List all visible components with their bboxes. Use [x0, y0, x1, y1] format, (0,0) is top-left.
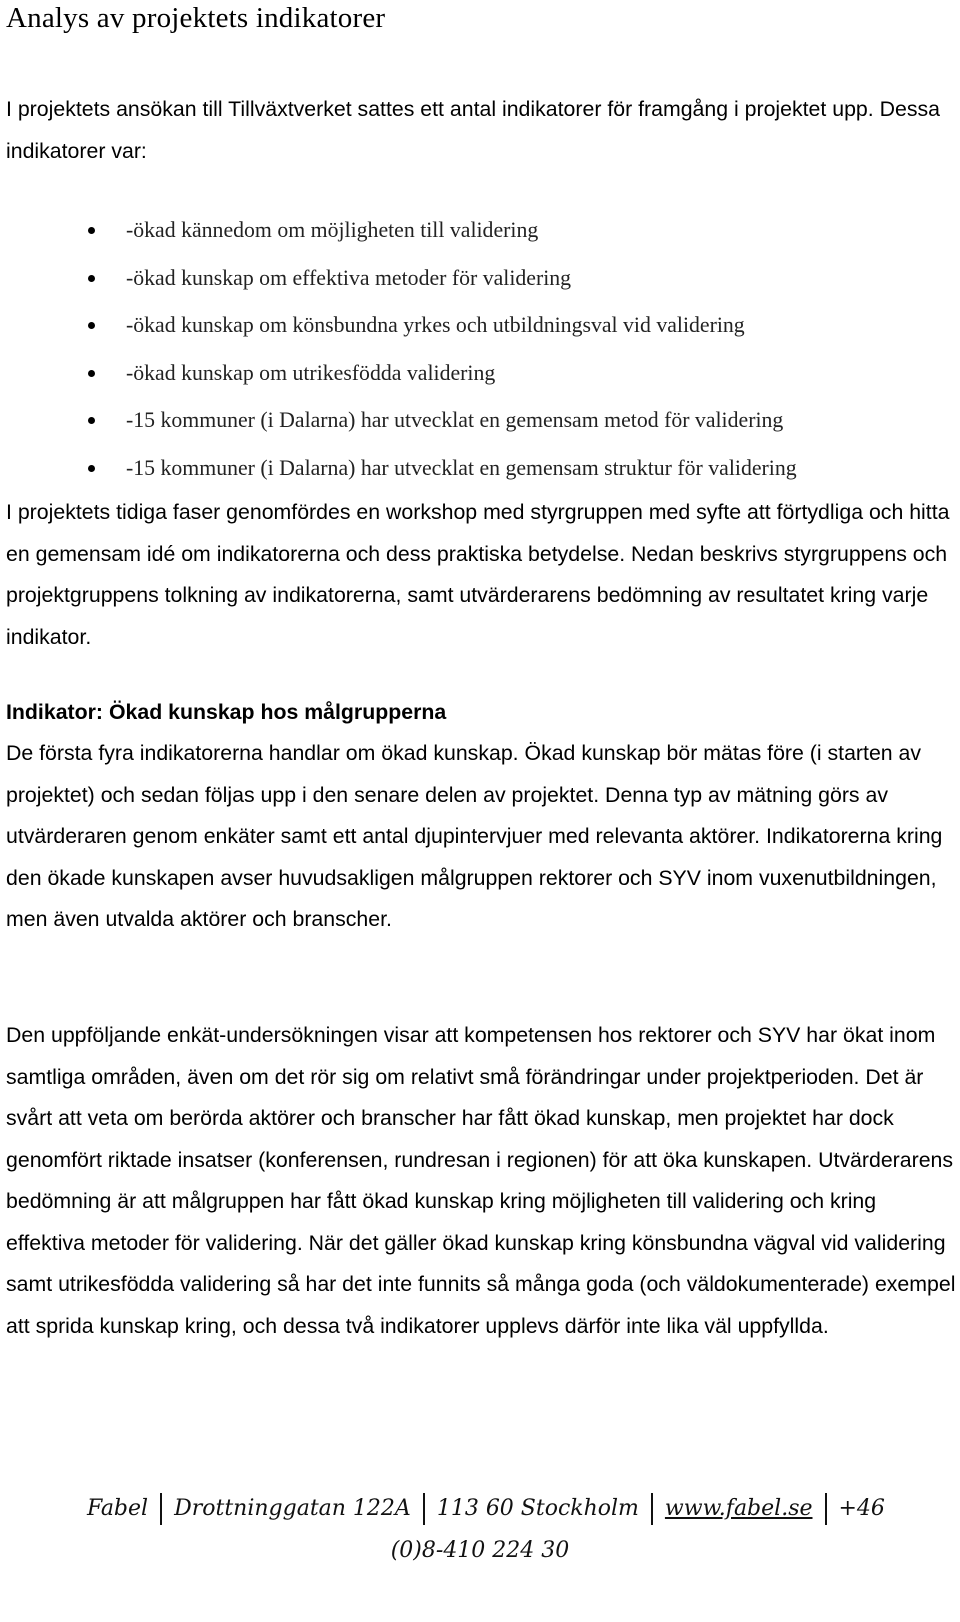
- list-item-text: -ökad kännedom om möjligheten till validering: [126, 218, 539, 242]
- list-item-text: -ökad kunskap om könsbundna yrkes och utbildningsval vid validering: [126, 313, 745, 337]
- list-item-text: -ökad kunskap om utrikesfödda validering: [126, 360, 496, 385]
- footer-phone-prefix: +46: [838, 1496, 885, 1521]
- footer-url-link[interactable]: www.fabel.se: [664, 1496, 813, 1521]
- bullet-icon: [88, 370, 95, 377]
- bullet-icon: [88, 465, 95, 472]
- list-item: [0, 207, 797, 255]
- workshop-paragraph: I projektets tidiga faser genomfördes en workshop med styrgruppen med syfte att förtydliga och hitta en gemensam idé om indikatorerna och dess praktiska betydelse. Nedan beskrivs styrgruppens och projektgruppens tolkning av indikatorerna, samt utvärderarens bedömning av resultatet kring varje indikator.: [6, 500, 950, 649]
- page-footer: [0, 1488, 960, 1572]
- page-title: Analys av projektets indikatorer: [6, 2, 386, 34]
- footer-company: Fabel: [87, 1496, 149, 1521]
- list-item: [0, 445, 797, 493]
- list-item: [0, 397, 797, 445]
- footer-divider: [160, 1493, 162, 1525]
- followup-paragraph: Den uppföljande enkät-undersökningen visar att kompetensen hos rektorer och SYV har ökat inom samtliga områden, även om det rör sig om relativt små förändringar under projektperioden. Det är svårt att veta om berörda aktörer och branscher har fått ökad kunskap, men projektet har dock genomfört riktade insatser (konferensen, rundresan i regionen) för att öka kunskapen. Utvärderarens bedömning är att målgruppen har fått ökad kunskap kring möjligheten till validering och kring effektiva metoder för validering. När det gäller ökad kunskap kring könsbundna vägval vid validering samt utrikesfödda validering så har det inte funnits så många goda (och väldokumenterade) exempel att sprida kunskap kring, och dessa två indikatorer upplevs därför inte lika väl uppfyllda.: [6, 1023, 956, 1338]
- footer-address: Drottninggatan 122A: [174, 1496, 411, 1521]
- list-item: [0, 255, 797, 303]
- list-item: [0, 350, 797, 398]
- footer-divider: [651, 1493, 653, 1525]
- section-heading: Indikator: Ökad kunskap hos målgrupperna: [6, 700, 447, 724]
- footer-phone: (0)8-410 224 30: [390, 1538, 570, 1563]
- bullet-icon: [88, 322, 95, 329]
- footer-postal: 113 60 Stockholm: [436, 1496, 639, 1521]
- indicator-list: [0, 207, 797, 492]
- intro-paragraph: I projektets ansökan till Tillväxtverket sattes ett antal indikatorer för framgång i projektet upp. Dessa indikatorer var:: [6, 97, 940, 163]
- list-item: [0, 302, 797, 350]
- footer-line-1: [0, 1488, 960, 1530]
- bullet-icon: [88, 227, 95, 234]
- footer-divider: [423, 1493, 425, 1525]
- bullet-icon: [88, 275, 95, 282]
- footer-divider: [825, 1493, 827, 1525]
- list-item-text: -15 kommuner (i Dalarna) har utvecklat en gemensam struktur för validering: [126, 455, 797, 480]
- list-item-text: -ökad kunskap om effektiva metoder för validering: [126, 265, 572, 290]
- knowledge-paragraph: De första fyra indikatorerna handlar om ökad kunskap. Ökad kunskap bör mätas före (i starten av projektet) och sedan följas upp i den senare delen av projektet. Denna typ av mätning görs av utvärderaren genom enkäter samt ett antal djupintervjuer med relevanta aktörer. Indikatorerna kring den ökade kunskapen avser huvudsakligen målgruppen rektorer och SYV inom vuxenutbildningen, men även utvalda aktörer och branscher.: [6, 741, 943, 931]
- footer-line-2: [0, 1530, 960, 1572]
- bullet-icon: [88, 417, 95, 424]
- list-item-text: -15 kommuner (i Dalarna) har utvecklat en gemensam metod för validering: [126, 408, 784, 432]
